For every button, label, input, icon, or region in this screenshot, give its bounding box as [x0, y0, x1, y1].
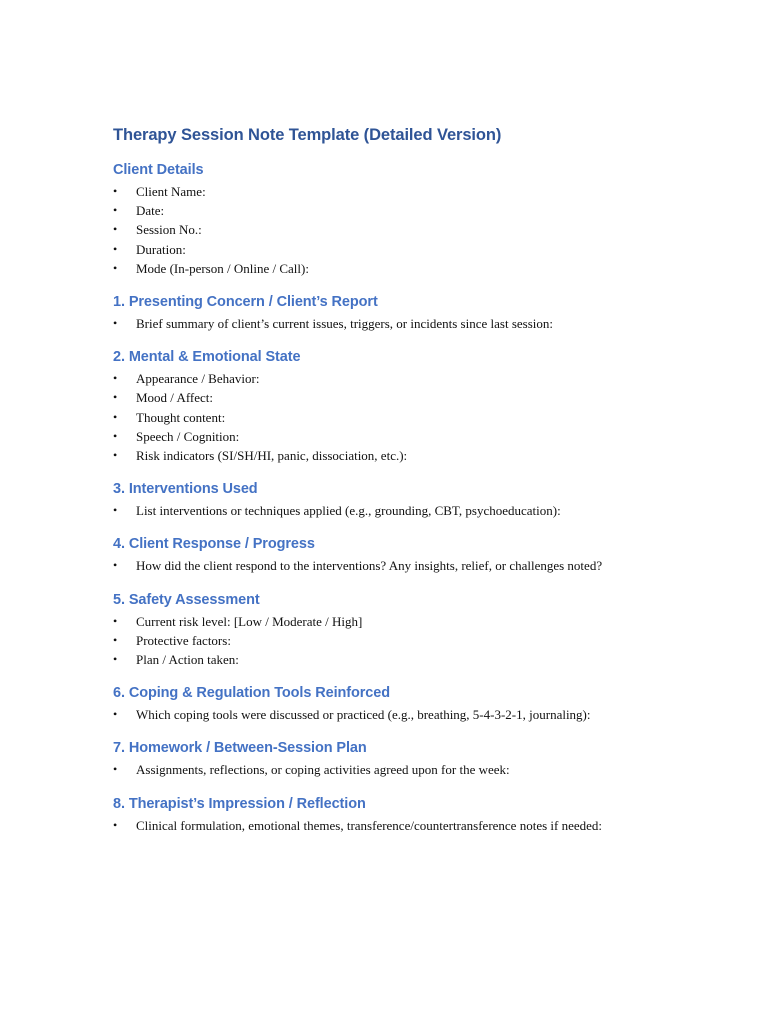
- list-item: [113, 446, 653, 465]
- list-item-text: Session No.:: [136, 222, 202, 238]
- list-item: [113, 201, 653, 220]
- list-item: [113, 388, 653, 407]
- section-heading: 4. Client Response / Progress: [113, 536, 315, 553]
- list-item: [113, 408, 653, 427]
- list-item: [113, 240, 653, 259]
- list-item: [113, 501, 653, 520]
- section-client-details: [113, 160, 653, 278]
- list-item: [113, 705, 653, 724]
- bullet-icon: •: [113, 260, 118, 275]
- list-item: [113, 760, 653, 779]
- list-item-text: Duration:: [136, 241, 186, 257]
- section-heading: 1. Presenting Concern / Client’s Report: [113, 294, 378, 311]
- bullet-icon: •: [113, 428, 118, 443]
- section-heading: Client Details: [113, 162, 204, 178]
- list-item-text: Assignments, reflections, or coping activities agreed upon for the week:: [136, 762, 510, 778]
- list-item-text: How did the client respond to the interventions? Any insights, relief, or challenges noted?: [136, 558, 603, 574]
- bullet-list: [113, 612, 653, 670]
- list-item: [113, 259, 653, 278]
- bullet-list: [113, 816, 653, 835]
- bullet-icon: •: [113, 222, 118, 237]
- list-item-text: Current risk level: [Low / Moderate / High]: [136, 613, 363, 629]
- section-therapist-impression: [113, 794, 653, 835]
- bullet-icon: •: [113, 448, 118, 463]
- bullet-icon: •: [113, 613, 118, 628]
- bullet-icon: •: [113, 390, 118, 405]
- list-item: [113, 314, 653, 333]
- list-item: [113, 369, 653, 388]
- list-item: [113, 816, 653, 835]
- list-item-text: Clinical formulation, emotional themes, transference/countertransference notes if needed:: [136, 817, 603, 833]
- section-interventions-used: [113, 479, 653, 520]
- bullet-list: [113, 182, 653, 278]
- bullet-icon: •: [113, 503, 118, 518]
- list-item-text: Speech / Cognition:: [136, 428, 240, 444]
- list-item: [113, 427, 653, 446]
- list-item: [113, 556, 653, 575]
- list-item-text: Plan / Action taken:: [136, 652, 239, 668]
- list-item: [113, 220, 653, 239]
- section-mental-emotional-state: [113, 347, 653, 465]
- bullet-icon: •: [113, 371, 118, 386]
- bullet-list: [113, 760, 653, 779]
- bullet-icon: •: [113, 316, 118, 331]
- bullet-list: [113, 369, 653, 465]
- list-item-text: Protective factors:: [136, 632, 231, 648]
- bullet-icon: •: [113, 707, 118, 722]
- bullet-list: [113, 556, 653, 575]
- bullet-icon: •: [113, 817, 118, 832]
- list-item: [113, 182, 653, 201]
- list-item-text: List interventions or techniques applied (e.g., grounding, CBT, psychoeducation):: [136, 503, 561, 519]
- document-content: [113, 124, 653, 849]
- bullet-icon: •: [113, 762, 118, 777]
- section-coping-tools: [113, 683, 653, 724]
- list-item-text: Date:: [136, 203, 165, 219]
- section-presenting-concern: [113, 292, 653, 333]
- bullet-icon: •: [113, 203, 118, 218]
- list-item-text: Thought content:: [136, 409, 226, 425]
- bullet-icon: •: [113, 184, 118, 198]
- bullet-icon: •: [113, 558, 118, 573]
- bullet-icon: •: [113, 241, 118, 256]
- section-heading: 5. Safety Assessment: [113, 591, 260, 608]
- section-heading: 3. Interventions Used: [113, 481, 258, 498]
- document-title: Therapy Session Note Template (Detailed Version): [113, 126, 502, 144]
- bullet-list: [113, 705, 653, 724]
- bullet-icon: •: [113, 652, 118, 667]
- section-heading: 2. Mental & Emotional State: [113, 349, 301, 366]
- list-item: [113, 631, 653, 650]
- list-item-text: Mode (In-person / Online / Call):: [136, 260, 309, 276]
- section-client-response: [113, 534, 653, 575]
- bullet-icon: •: [113, 409, 118, 424]
- list-item: [113, 650, 653, 669]
- list-item-text: Brief summary of client’s current issues, triggers, or incidents since last session:: [136, 316, 553, 332]
- list-item: [113, 612, 653, 631]
- list-item-text: Appearance / Behavior:: [136, 371, 260, 387]
- section-heading: 8. Therapist’s Impression / Reflection: [113, 795, 366, 812]
- list-item-text: Risk indicators (SI/SH/HI, panic, dissociation, etc.):: [136, 448, 408, 464]
- bullet-list: [113, 501, 653, 520]
- list-item-text: Which coping tools were discussed or practiced (e.g., breathing, 5-4-3-2-1, journaling):: [136, 707, 591, 723]
- section-heading: 6. Coping & Regulation Tools Reinforced: [113, 685, 390, 702]
- section-heading: 7. Homework / Between-Session Plan: [113, 740, 367, 757]
- section-safety-assessment: [113, 590, 653, 670]
- section-homework-plan: [113, 738, 653, 779]
- bullet-list: [113, 314, 653, 333]
- bullet-icon: •: [113, 632, 118, 647]
- list-item-text: Mood / Affect:: [136, 390, 214, 406]
- list-item-text: Client Name:: [136, 184, 206, 199]
